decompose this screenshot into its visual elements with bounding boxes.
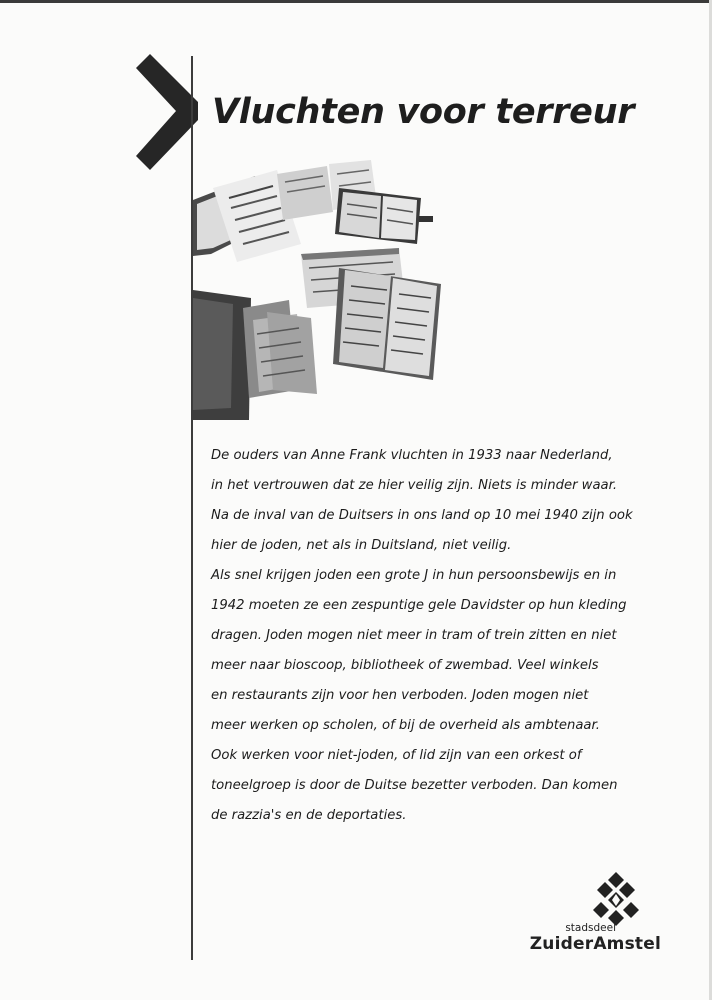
body-line: Als snel krijgen joden een grote J in hun persoonsbewijs en in [211,568,617,583]
body-line: meer werken op scholen, of bij de overheid als ambtenaar. [211,718,600,733]
body-line: 1942 moeten ze een zespuntige gele Davidster op hun kleding [211,598,627,613]
body-line: toneelgroep is door de Duitse bezetter verboden. Dan komen [211,778,618,793]
body-line: meer naar bioscoop, bibliotheek of zwembad. Veel winkels [211,658,599,673]
body-line: Na de inval van de Duitsers in ons land op 10 mei 1940 zijn ook [211,508,633,523]
body-line: de razzia's en de deportaties. [211,808,407,823]
body-line: De ouders van Anne Frank vluchten in 1933 naar Nederland, [211,448,613,463]
body-line: en restaurants zijn voor hen verboden. Joden mogen niet [211,688,589,703]
body-line: Ook werken voor niet-joden, of lid zijn van een orkest of [211,748,582,763]
body-line: hier de joden, net als in Duitsland, niet veilig. [211,538,512,553]
body-line: dragen. Joden mogen niet meer in tram of trein zitten en niet [211,628,617,643]
page-title: Vluchten voor terreur [212,92,635,132]
zuideramstel-logo [500,872,670,962]
body-line: in het vertrouwen dat ze hier veilig zijn. Niets is minder waar. [211,478,618,493]
chevron-right-icon [136,54,198,170]
logo-subtitle: stadsdeel [565,922,616,934]
body-text [211,441,681,831]
logo-wordmark: ZuiderAmstel [529,934,661,954]
diary-photo [193,158,443,424]
